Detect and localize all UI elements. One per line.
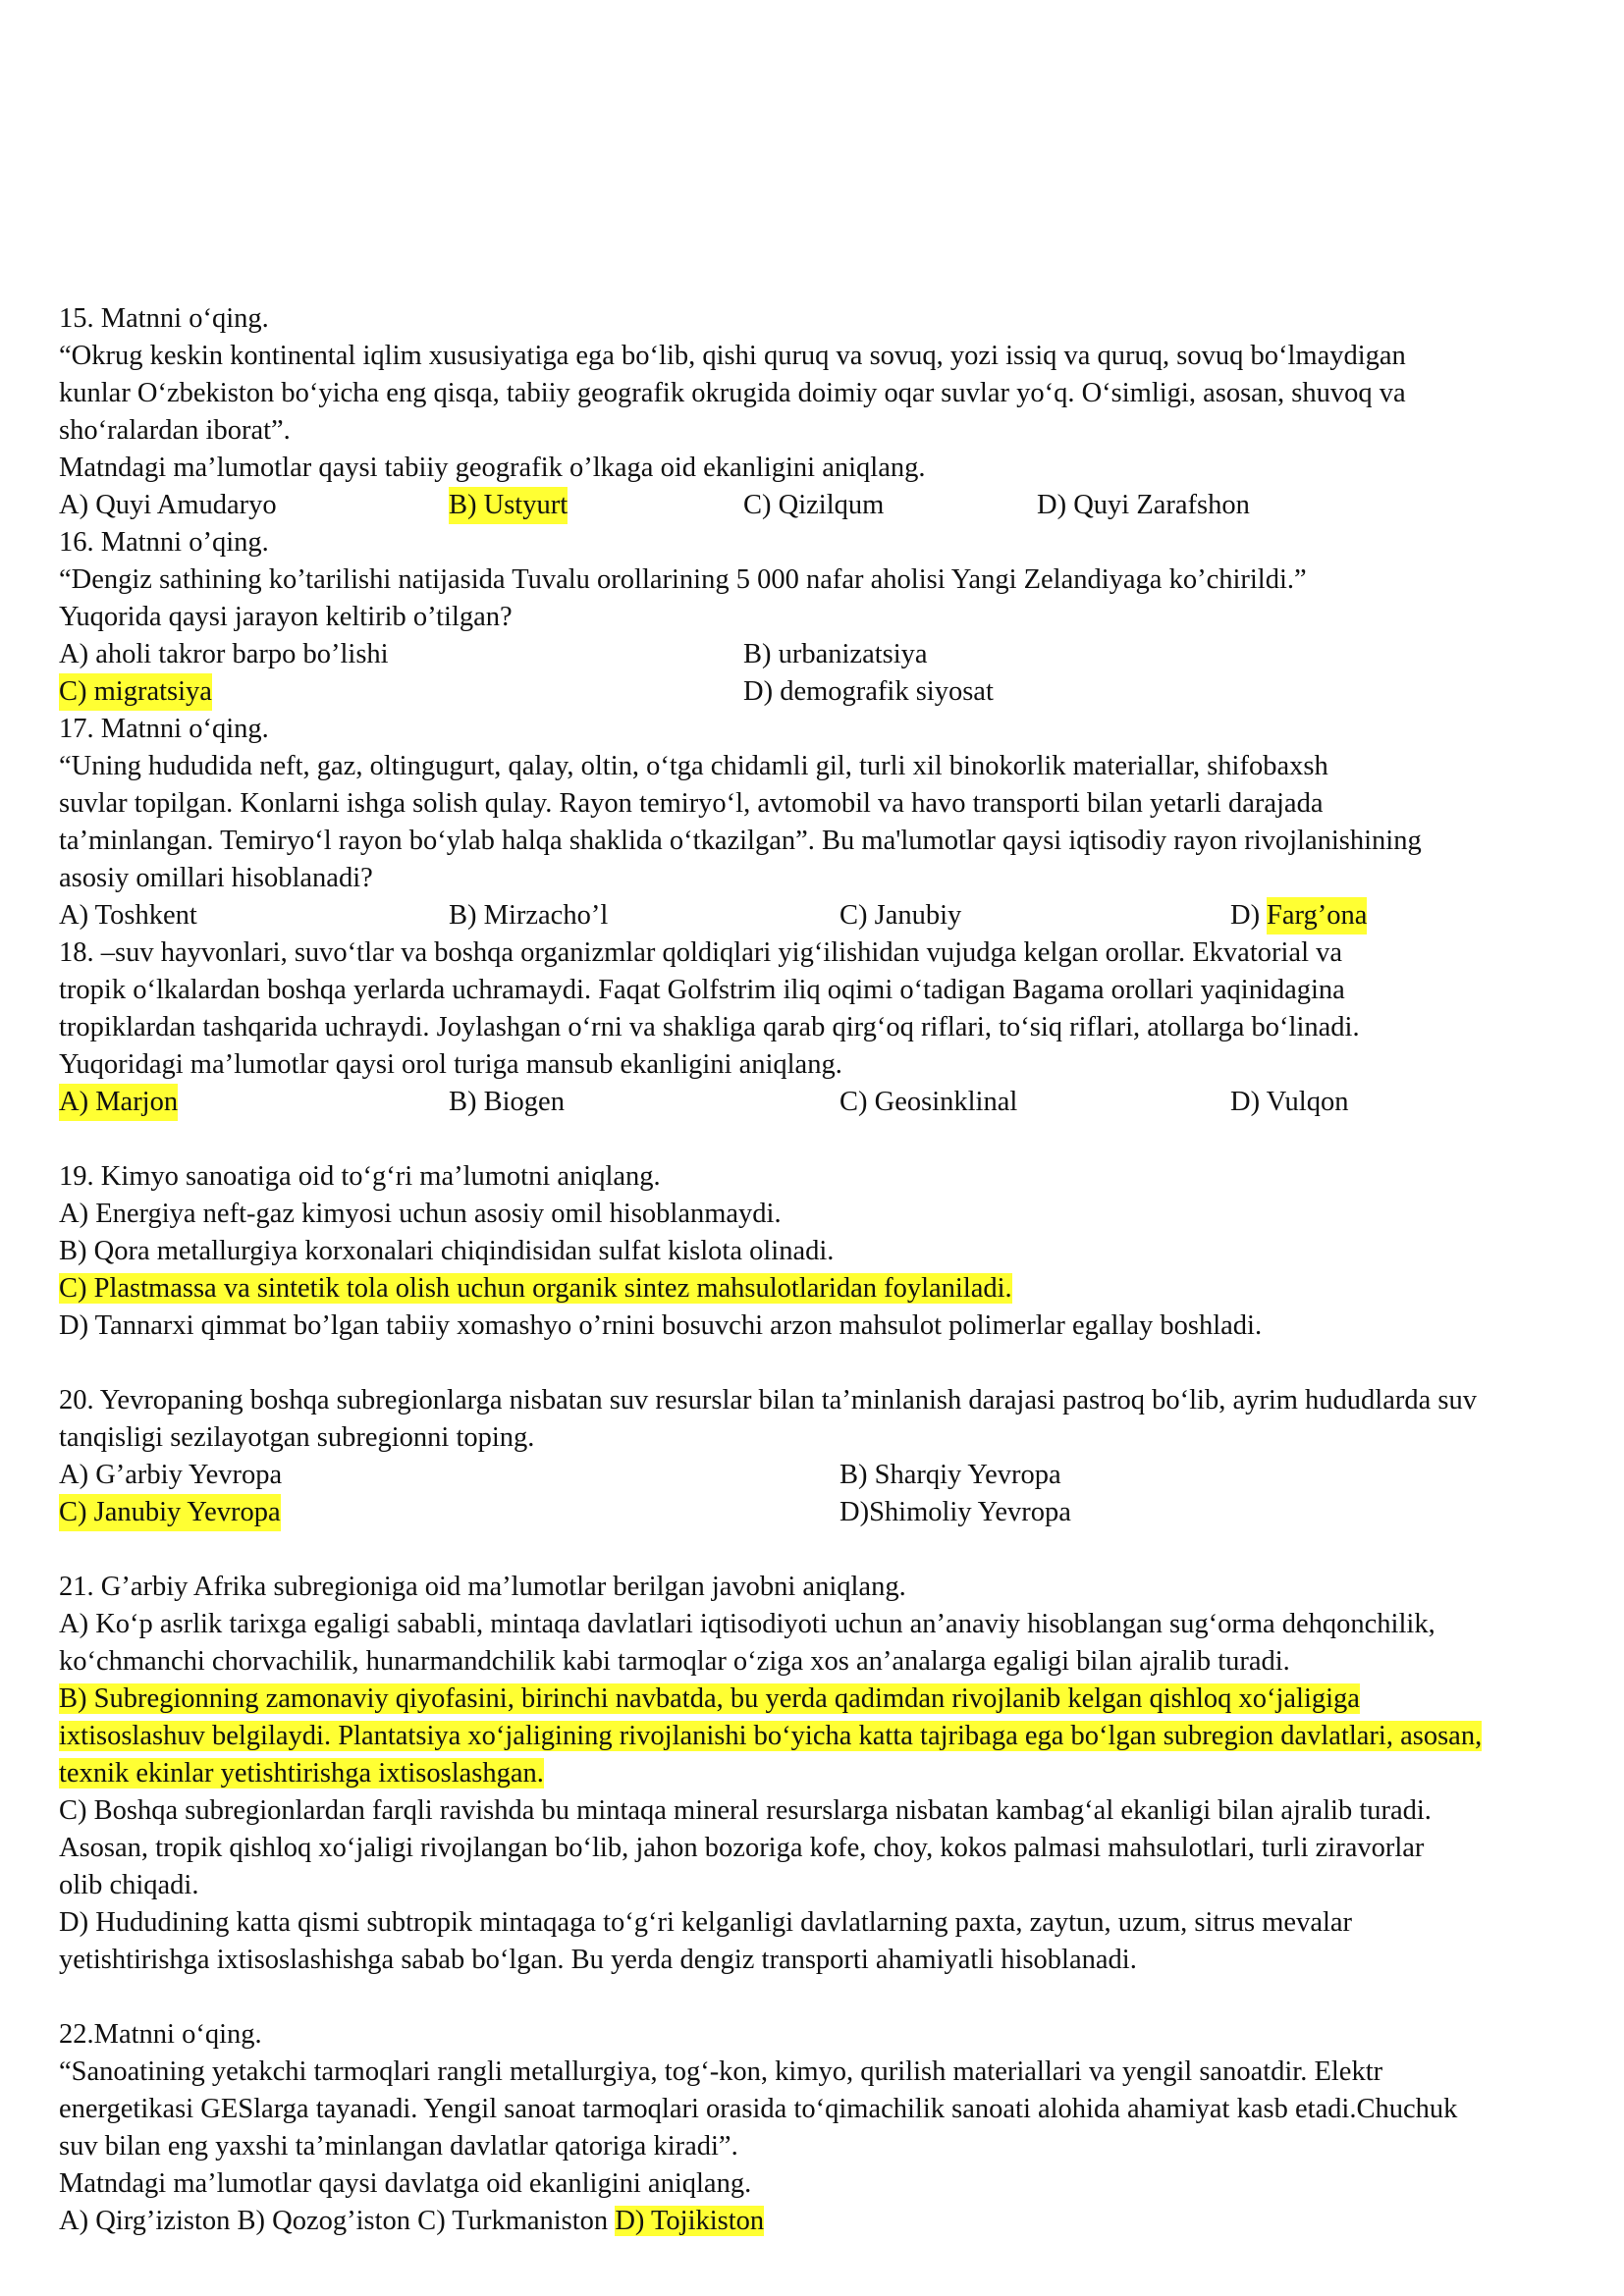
question-text-line: energetikasi GESlarga tayanadi. Yengil sanoat tarmoqlari orasida to‘qimachilik sanoati alohida ahamiyat kasb etadi.Chuchuk — [59, 2094, 1458, 2124]
option-b-correct-line: B) Subregionning zamonaviy qiyofasini, birinchi navbatda, bu yerda qadimdan rivojlanib kelgan qishloq xo‘jaligiga — [59, 1683, 1360, 1714]
question-text-line: suv bilan eng yaxshi ta’minlangan davlatlar qatoriga kiradi”. — [59, 2131, 738, 2162]
question-22 — [59, 2016, 1610, 2240]
option-d: D) Quyi Zarafshon — [1037, 490, 1250, 520]
question-prompt: Matndagi ma’lumotlar qaysi davlatga oid ekanligini aniqlang. — [59, 2168, 752, 2199]
question-heading: 15. Matnni o‘qing. — [59, 303, 269, 334]
option-c: C) Janubiy — [839, 900, 962, 931]
question-text-line: ta’minlangan. Temiryo‘l rayon bo‘ylab halqa shaklida o‘tkazilgan”. Bu ma'lumotlar qaysi iqtisodiy rayon rivojlanishining — [59, 826, 1422, 856]
question-prompt: Matndagi ma’lumotlar qaysi tabiiy geografik o’lkaga oid ekanligini aniqlang. — [59, 453, 926, 483]
option-d-correct: D) Tojikiston — [615, 2206, 765, 2236]
blank-line — [59, 1345, 1610, 1382]
options-inline: A) Qirg’iziston B) Qozog’iston C) Turkmaniston — [59, 2206, 616, 2236]
answer-options — [59, 487, 1610, 524]
question-text-line: “Uning hududida neft, gaz, oltingugurt, qalay, oltin, o‘tga chidamli gil, turli xil binokorlik materiallar, shifobaxsh — [59, 751, 1328, 781]
option-d: D)Shimoliy Yevropa — [839, 1497, 1071, 1527]
option-b: B) Sharqiy Yevropa — [839, 1460, 1061, 1490]
question-21 — [59, 1569, 1610, 1979]
answer-options — [59, 1084, 1610, 1121]
answer-options — [59, 1494, 1610, 1531]
question-text-line: tropik o‘lkalardan boshqa yerlarda uchramaydi. Faqat Golfstrim iliq oqimi o‘tadigan Bagama orollari yaqinidagina — [59, 975, 1345, 1005]
option-a: A) Toshkent — [59, 900, 197, 931]
question-text-line: kunlar O‘zbekiston bo‘yicha eng qisqa, tabiiy geografik okrugida doimiy oqar suvlar yo‘q. O‘simligi, asosan, shuvoq va — [59, 378, 1406, 408]
question-heading: 21. G’arbiy Afrika subregioniga oid ma’lumotlar berilgan javobni aniqlang. — [59, 1572, 906, 1602]
option-d-line: D) Hududining katta qismi subtropik mintaqaga to‘g‘ri kelganligi davlatlarning paxta, zaytun, uzum, sitrus mevalar — [59, 1907, 1353, 1938]
option-a: A) G’arbiy Yevropa — [59, 1460, 283, 1490]
answer-options — [59, 636, 1610, 673]
option-c-correct: C) migratsiya — [59, 673, 212, 711]
question-17 — [59, 711, 1610, 934]
option-b-correct-line: texnik ekinlar yetishtirishga ixtisoslashgan. — [59, 1758, 544, 1789]
option-b-correct-line: ixtisoslashuv belgilaydi. Plantatsiya xo‘jaligining rivojlanishi bo‘yicha katta tajribaga ega bo‘lgan subregion davlatlari, asosan, — [59, 1721, 1483, 1751]
answer-options — [59, 1457, 1610, 1494]
option-a: A) Quyi Amudaryo — [59, 490, 277, 520]
option-a: A) Energiya neft-gaz kimyosi uchun asosiy omil hisoblanmaydi. — [59, 1199, 782, 1229]
question-19 — [59, 1158, 1610, 1345]
option-b: B) Qora metallurgiya korxonalari chiqindisidan sulfat kislota olinadi. — [59, 1236, 835, 1266]
option-b: B) Mirzacho’l — [449, 900, 609, 931]
question-text-line: “Sanoatining yetakchi tarmoqlari rangli metallurgiya, tog‘-kon, kimyo, qurilish materiallari va yengil sanoatdir. Elektr — [59, 2056, 1383, 2087]
question-prompt: Yuqorida qaysi jarayon keltirib o’tilgan? — [59, 602, 513, 632]
document-body — [59, 300, 1610, 2240]
blank-line — [59, 1121, 1610, 1158]
question-18 — [59, 934, 1610, 1121]
question-text-line: suvlar topilgan. Konlarni ishga solish qulay. Rayon temiryo‘l, avtomobil va havo transporti bilan yetarli darajada — [59, 788, 1324, 819]
question-text-line: “Okrug keskin kontinental iqlim xususiyatiga ega bo‘lib, qishi quruq va sovuq, yozi issiq va quruq, sovuq bo‘lmaydigan — [59, 341, 1406, 371]
option-c-line: olib chiqadi. — [59, 1870, 199, 1900]
answer-options — [59, 897, 1610, 934]
question-text-line: 18. –suv hayvonlari, suvo‘tlar va boshqa organizmlar qoldiqlari yig‘ilishidan vujudga kelgan orollar. Ekvatorial va — [59, 937, 1343, 968]
option-a-line: A) Ko‘p asrlik tarixga egaligi sababli, mintaqa davlatlari iqtisodiyoti uchun an’anaviy hisoblangan sug‘orma dehqonchilik, — [59, 1609, 1435, 1639]
question-heading: 19. Kimyo sanoatiga oid to‘g‘ri ma’lumotni aniqlang. — [59, 1161, 661, 1192]
question-heading: 17. Matnni o‘qing. — [59, 714, 269, 744]
blank-line — [59, 1531, 1610, 1569]
option-c: C) Geosinklinal — [839, 1087, 1018, 1117]
option-d-line: yetishtirishga ixtisoslashishga sabab bo‘lgan. Bu yerda dengiz transporti ahamiyatli hisoblanadi. — [59, 1945, 1137, 1975]
question-text-line: “Dengiz sathining ko’tarilishi natijasida Tuvalu orollarining 5 000 nafar aholisi Yangi Zelandiyaga ko’chirildi.” — [59, 564, 1307, 595]
option-d: D) Tannarxi qimmat bo’lgan tabiiy xomashyo o’rnini bosuvchi arzon mahsulot polimerlar egallay boshladi. — [59, 1310, 1263, 1341]
option-b: B) Biogen — [449, 1087, 565, 1117]
answer-options — [59, 2203, 1610, 2240]
option-a: A) aholi takror barpo bo’lishi — [59, 639, 389, 669]
option-b: B) urbanizatsiya — [743, 639, 928, 669]
question-15 — [59, 300, 1610, 524]
question-text-line: 20. Yevropaning boshqa subregionlarga nisbatan suv resurslar bilan ta’minlanish darajasi pastroq bo‘lib, ayrim hududlarda suv — [59, 1385, 1477, 1415]
option-d-correct: Farg’ona — [1267, 897, 1367, 934]
blank-line — [59, 1979, 1610, 2016]
option-d: D) demografik siyosat — [743, 676, 994, 707]
option-a-correct: A) Marjon — [59, 1084, 178, 1121]
option-c-line: C) Boshqa subregionlardan farqli ravishda bu mintaqa mineral resurslarga nisbatan kambag‘al ekanligi bilan ajralib turadi. — [59, 1795, 1432, 1826]
option-c-correct: C) Plastmassa va sintetik tola olish uchun organik sintez mahsulotlaridan foylaniladi. — [59, 1273, 1012, 1304]
question-text-line: asosiy omillari hisoblanadi? — [59, 863, 373, 893]
option-b-correct: B) Ustyurt — [449, 487, 568, 524]
answer-options — [59, 673, 1610, 711]
question-text-line: tanqisligi sezilayotgan subregionni toping. — [59, 1422, 535, 1453]
question-text-line: Yuqoridagi ma’lumotlar qaysi orol turiga mansub ekanligini aniqlang. — [59, 1049, 842, 1080]
question-text-line: tropiklardan tashqarida uchraydi. Joylashgan o‘rni va shakliga qarab qirg‘oq riflari, to‘siq riflari, atollarga bo‘linadi. — [59, 1012, 1360, 1042]
option-a-line: ko‘chmanchi chorvachilik, hunarmandchilik kabi tarmoqlar o‘ziga xos an’analarga egaligi bilan ajralib turadi. — [59, 1646, 1290, 1677]
question-text-line: sho‘ralardan iborat”. — [59, 415, 291, 446]
question-16 — [59, 524, 1610, 711]
question-heading: 22.Matnni o‘qing. — [59, 2019, 262, 2050]
option-d-label: D) — [1230, 900, 1268, 931]
option-c: C) Qizilqum — [743, 490, 885, 520]
option-d: D) Vulqon — [1230, 1087, 1349, 1117]
option-c-line: Asosan, tropik qishloq xo‘jaligi rivojlangan bo‘lib, jahon bozoriga kofe, choy, kokos palmasi mahsulotlari, turli ziravorlar — [59, 1833, 1425, 1863]
question-heading: 16. Matnni o’qing. — [59, 527, 269, 558]
option-c-correct: C) Janubiy Yevropa — [59, 1494, 281, 1531]
question-20 — [59, 1382, 1610, 1531]
